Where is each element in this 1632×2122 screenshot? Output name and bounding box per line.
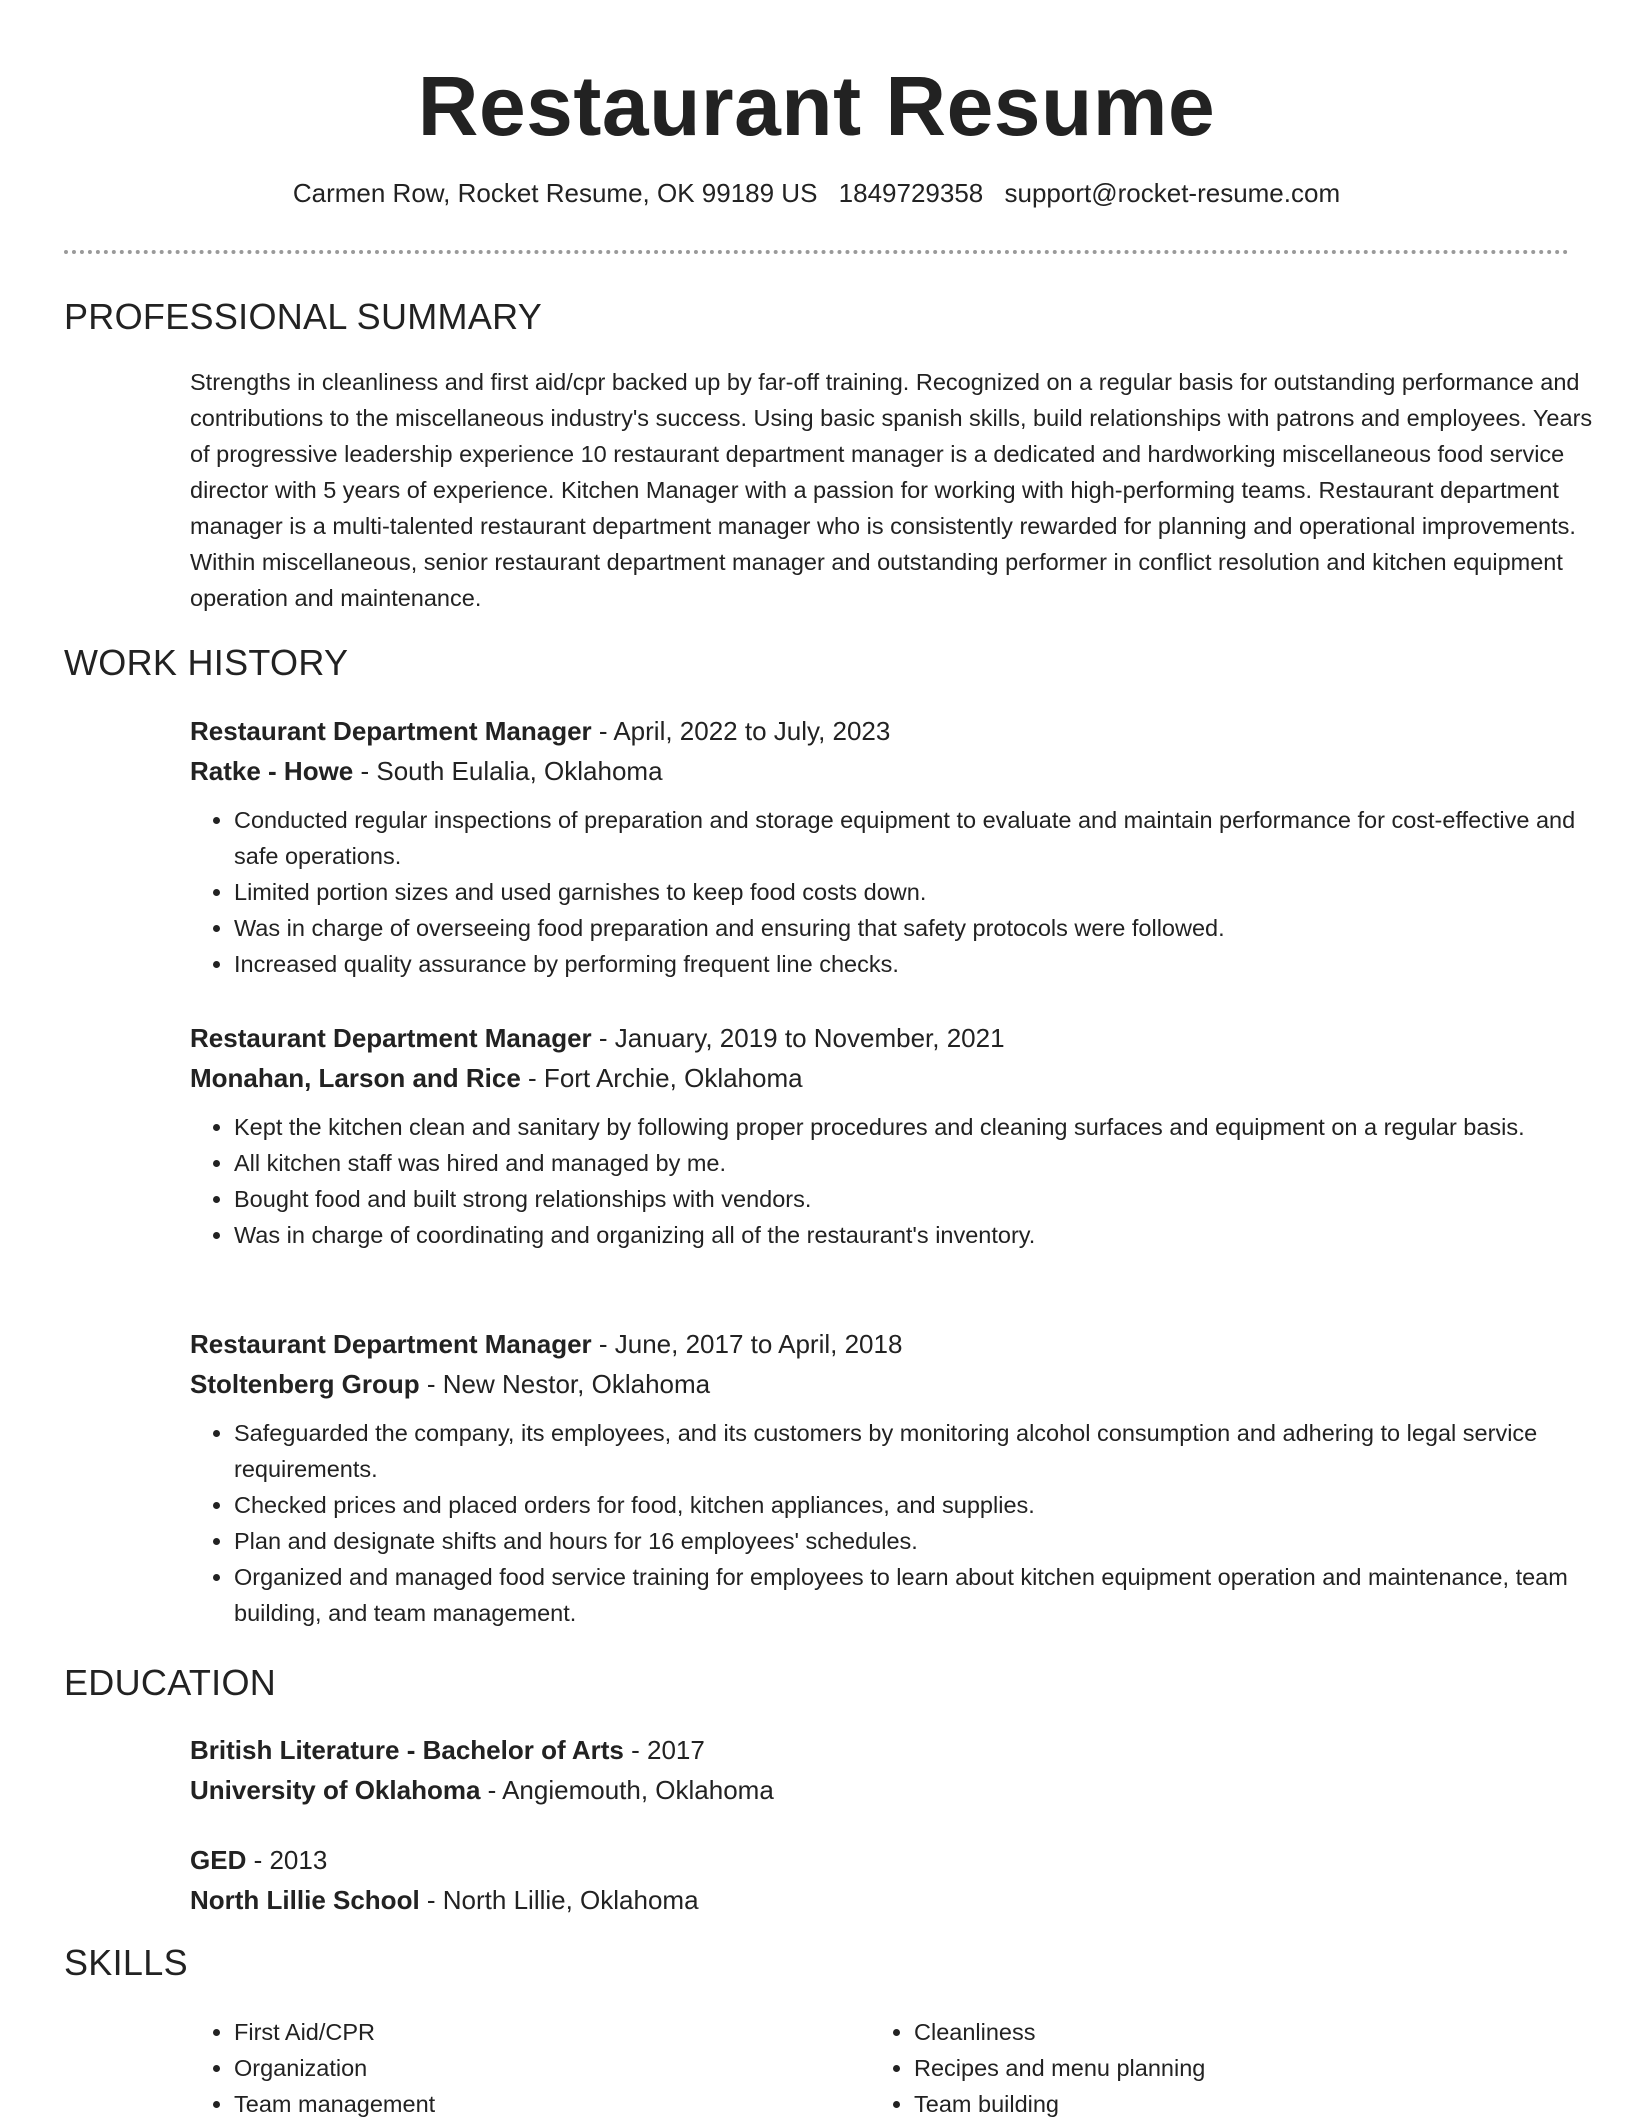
job-bullets — [190, 802, 1610, 982]
job-company: Monahan, Larson and Rice — [190, 1063, 521, 1093]
job-title: Restaurant Department Manager — [190, 1329, 592, 1359]
skill-item: • Team management — [234, 2086, 870, 2122]
job-bullets — [190, 1415, 1610, 1631]
job-dates: - April, 2022 to July, 2023 — [591, 716, 891, 746]
resume-title: Restaurant Resume — [417, 59, 1216, 153]
school-location: - Angiemouth, Oklahoma — [480, 1775, 774, 1805]
summary-text: Strengths in cleanliness and first aid/cpr backed up by far-off training. Recognized on a regular basis for outstanding performance and contributions to the miscellaneous industry's success. Using basic spanish skills, build relationships with patrons and employees. Years of progressive leadership experience 10 restaurant department manager is a dedicated and hardworking miscellaneous food service director with 5 years of experience. Kitchen Manager with a passion for working with high-performing teams. Restaurant department manager is a multi-talented restaurant department manager who is consistently rewarded for planning and operational improvements. Within miscellaneous, senior restaurant department manager and outstanding performer in conflict resolution and kitchen equipment operation and maintenance. — [190, 369, 1593, 611]
job-bullet: • Increased quality assurance by performing frequent line checks. — [234, 946, 1610, 982]
job-company-line — [190, 1058, 1610, 1098]
skill-item: • Team building — [914, 2086, 1550, 2122]
job-bullets — [190, 1109, 1610, 1253]
job-bullet: • Was in charge of coordinating and organizing all of the restaurant's inventory. — [234, 1217, 1610, 1253]
contact-line — [64, 175, 1569, 211]
section-title-summary: PROFESSIONAL SUMMARY — [64, 296, 543, 337]
job-title: Restaurant Department Manager — [190, 1023, 592, 1053]
job-company: Ratke - Howe — [190, 756, 354, 786]
section-title-education: EDUCATION — [64, 1662, 277, 1703]
job-bullet: • Was in charge of overseeing food preparation and ensuring that safety protocols were followed. — [234, 910, 1610, 946]
contact-phone: 1849729358 — [838, 178, 984, 208]
job-bullet: • Conducted regular inspections of preparation and storage equipment to evaluate and maintain performance for cost-effective and safe operations. — [234, 802, 1610, 874]
degree: GED — [190, 1845, 247, 1875]
contact-email: support@rocket-resume.com — [1004, 178, 1341, 208]
skill-item: • First Aid/CPR — [234, 2014, 870, 2050]
school-line — [190, 1880, 1610, 1920]
job-dates: - January, 2019 to November, 2021 — [591, 1023, 1005, 1053]
degree-line — [190, 1840, 1610, 1880]
degree-year: - 2013 — [246, 1845, 328, 1875]
job-entry — [190, 1018, 1610, 1253]
degree: British Literature - Bachelor of Arts — [190, 1735, 624, 1765]
summary-section — [190, 364, 1610, 616]
job-title-line — [190, 1324, 1610, 1364]
job-location: - Fort Archie, Oklahoma — [520, 1063, 803, 1093]
skill-item: • Recipes and menu planning — [914, 2050, 1550, 2086]
job-dates: - June, 2017 to April, 2018 — [591, 1329, 903, 1359]
degree-year: - 2017 — [623, 1735, 705, 1765]
school-line — [190, 1770, 1610, 1810]
skill-item: • Organization — [234, 2050, 870, 2086]
job-bullet: • Bought food and built strong relationships with vendors. — [234, 1181, 1610, 1217]
contact-address: Carmen Row, Rocket Resume, OK 99189 US — [292, 178, 818, 208]
job-bullet: • All kitchen staff was hired and managed by me. — [234, 1145, 1610, 1181]
job-bullet: • Checked prices and placed orders for food, kitchen appliances, and supplies. — [234, 1487, 1610, 1523]
job-bullet: • Organized and managed food service training for employees to learn about kitchen equipment operation and maintenance, team building, and team management. — [234, 1559, 1610, 1631]
job-title-line — [190, 1018, 1610, 1058]
job-title-line — [190, 711, 1610, 751]
education-entry — [190, 1730, 1610, 1810]
skills-list — [190, 2014, 1590, 2122]
job-bullet: • Kept the kitchen clean and sanitary by following proper procedures and cleaning surfaces and equipment on a regular basis. — [234, 1109, 1610, 1145]
skills-column-right — [870, 2014, 1550, 2122]
job-bullet: • Limited portion sizes and used garnishes to keep food costs down. — [234, 874, 1610, 910]
job-title: Restaurant Department Manager — [190, 716, 592, 746]
job-bullet: • Safeguarded the company, its employees, and its customers by monitoring alcohol consumption and adhering to legal service requirements. — [234, 1415, 1610, 1487]
education-entry — [190, 1840, 1610, 1920]
job-location: - South Eulalia, Oklahoma — [353, 756, 663, 786]
job-company-line — [190, 1364, 1610, 1404]
job-company: Stoltenberg Group — [190, 1369, 420, 1399]
school: North Lillie School — [190, 1885, 420, 1915]
school-location: - North Lillie, Oklahoma — [419, 1885, 699, 1915]
degree-line — [190, 1730, 1610, 1770]
job-entry — [190, 1324, 1610, 1631]
header-divider — [64, 250, 1569, 254]
skills-column-left — [190, 2014, 870, 2122]
section-title-skills: SKILLS — [64, 1942, 188, 1983]
job-entry — [190, 711, 1610, 982]
job-company-line — [190, 751, 1610, 791]
section-title-work-history: WORK HISTORY — [64, 642, 349, 683]
skill-item: • Cleanliness — [914, 2014, 1550, 2050]
school: University of Oklahoma — [190, 1775, 481, 1805]
resume-page — [64, 0, 1593, 2117]
job-location: - New Nestor, Oklahoma — [419, 1369, 711, 1399]
job-bullet: • Plan and designate shifts and hours for 16 employees' schedules. — [234, 1523, 1610, 1559]
